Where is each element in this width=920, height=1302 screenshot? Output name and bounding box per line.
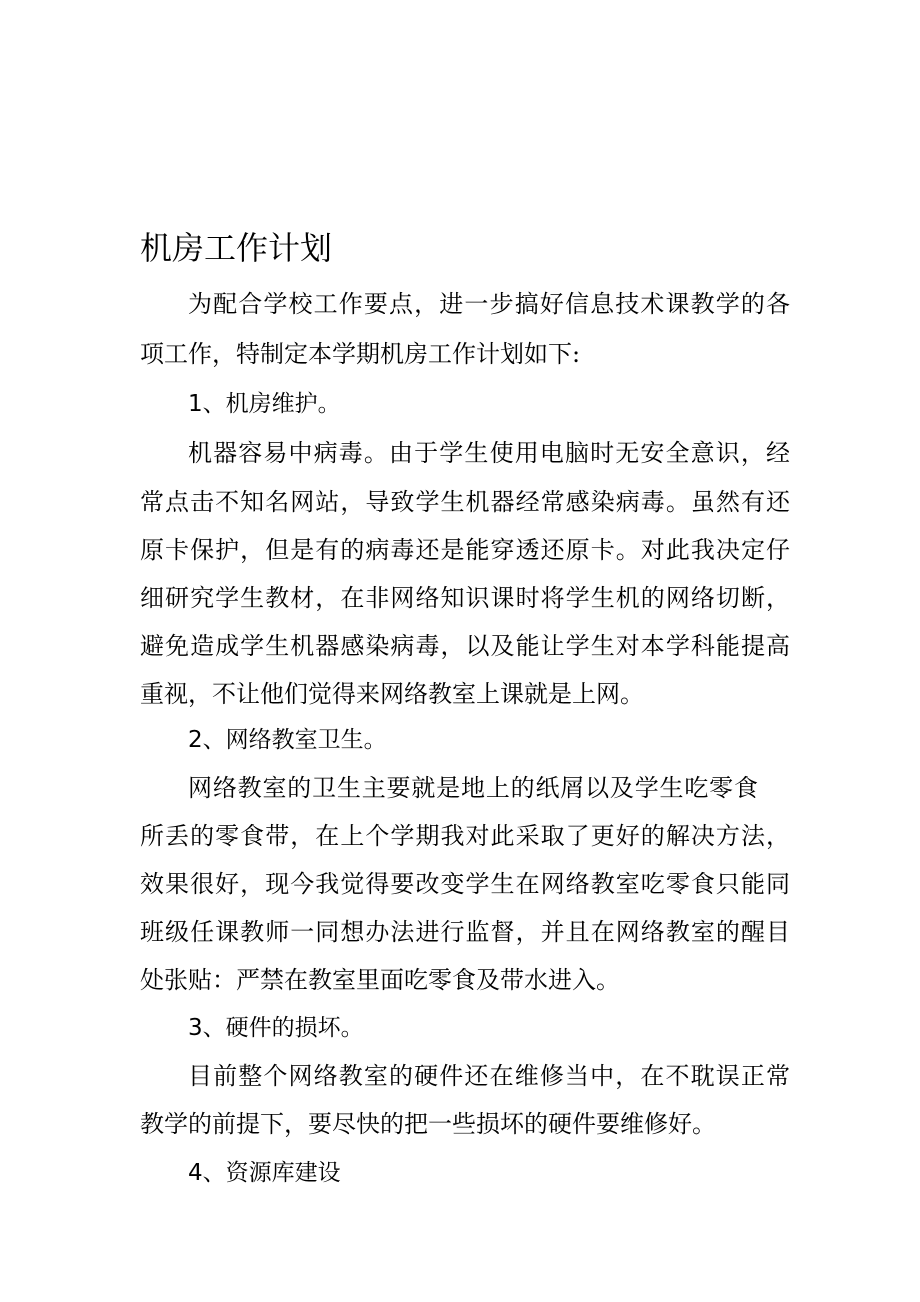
section-heading-hardware: 3、硬件的损坏。 [188,1015,364,1041]
paragraph-line: 原卡保护，但是有的病毒还是能穿透还原卡。对此我决定仔 [140,536,790,564]
paragraph-line: 教学的前提下，要尽快的把一些损坏的硬件要维修好。 [140,1110,716,1138]
paragraph-line: 重视，不让他们觉得来网络教室上课就是上网。 [140,680,644,708]
section-heading-maintenance: 1、机房维护。 [188,391,341,417]
paragraph-line: 处张贴：严禁在教室里面吃零食及带水进入。 [140,966,620,994]
paragraph-line: 避免造成学生机器感染病毒，以及能让学生对本学科能提高 [140,632,790,660]
intro-line: 项工作，特制定本学期机房工作计划如下: [140,340,581,368]
section-heading-resources: 4、资源库建设 [188,1160,341,1186]
paragraph-line: 班级任课教师一同想办法进行监督，并且在网络教室的醒目 [140,918,790,946]
paragraph-line: 常点击不知名网站，导致学生机器经常感染病毒。虽然有还 [140,488,790,516]
paragraph-line: 目前整个网络教室的硬件还在维修当中，在不耽误正常 [188,1062,790,1090]
section-heading-hygiene: 2、网络教室卫生。 [188,727,387,753]
paragraph-line: 网络教室的卫生主要就是地上的纸屑以及学生吃零食 [188,774,758,802]
paragraph-line: 细研究学生教材，在非网络知识课时将学生机的网络切断， [140,584,790,612]
document-title: 机房工作计划 [140,229,333,267]
paragraph-line: 所丢的零食带，在上个学期我对此采取了更好的解决方法， [140,822,790,850]
paragraph-line: 效果很好，现今我觉得要改变学生在网络教室吃零食只能同 [140,870,790,898]
intro-line: 为配合学校工作要点，进一步搞好信息技术课教学的各 [188,290,790,318]
paragraph-line: 机器容易中病毒。由于学生使用电脑时无安全意识，经 [188,439,790,467]
